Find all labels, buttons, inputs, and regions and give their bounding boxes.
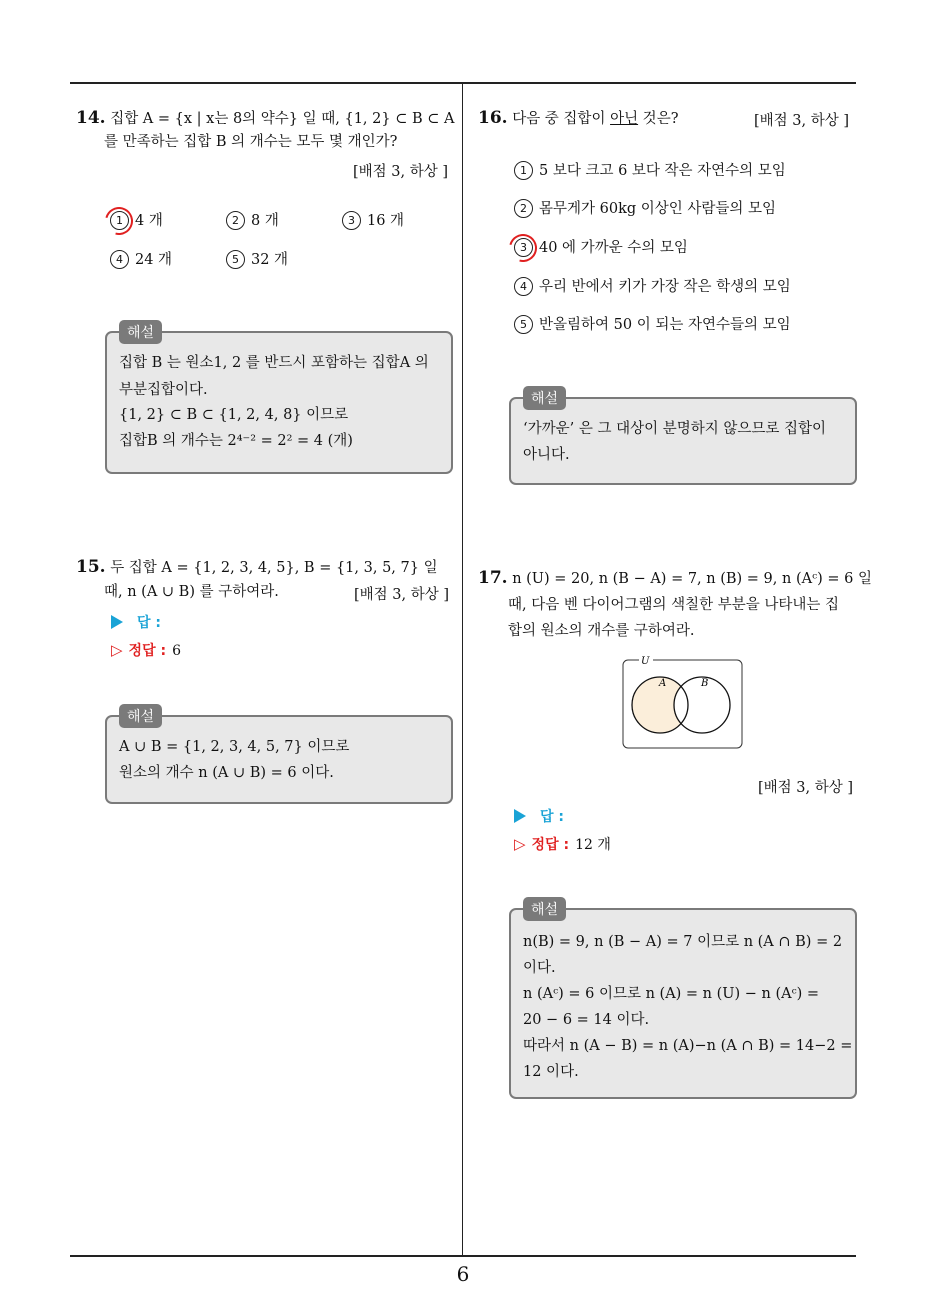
set-a-label: A — [659, 678, 667, 689]
solution-box — [105, 325, 453, 474]
emphasis-underline: 아닌 — [610, 111, 639, 127]
choice-mark: 5 — [226, 250, 245, 269]
solution-tag: 해설 — [119, 320, 162, 344]
question-number: 17. — [478, 568, 508, 588]
choice-3[interactable]: 3 40 에 가까운 수의 모임 — [514, 237, 688, 259]
solution-line: 아니다. — [523, 447, 570, 463]
solution-line: n(B) = 9, n (B − A) = 7 이므로 n (A ∩ B) = 2 — [523, 934, 843, 950]
top-rule — [70, 82, 856, 84]
question-text-line2: 때, n (A ∪ B) 를 구하여라. — [104, 584, 279, 600]
choice-2[interactable]: 2 8 개 — [226, 210, 279, 232]
score-label: [배점 3, 하상 ] — [354, 587, 450, 603]
correct-answer-value: 6 — [172, 643, 181, 659]
choice-5[interactable]: 5 32 개 — [226, 249, 288, 271]
solution-box — [105, 709, 453, 804]
venn-diagram — [622, 653, 744, 751]
solution-box — [509, 902, 857, 1099]
solution-line: 원소의 개수 n (A ∪ B) = 6 이다. — [119, 765, 334, 781]
answer-field[interactable]: 답 : — [514, 806, 564, 826]
question-text-line2: 때, 다음 벤 다이어그램의 색칠한 부분을 나타내는 집 — [508, 597, 840, 613]
solution-line: {1, 2} ⊂ B ⊂ {1, 2, 4, 8} 이므로 — [119, 407, 349, 423]
question-number: 16. — [478, 108, 508, 128]
column-divider — [462, 83, 463, 1256]
question-text-line2: 를 만족하는 집합 B 의 개수는 모두 몇 개인가? — [104, 134, 398, 150]
choice-mark: 5 — [514, 315, 533, 334]
solution-line: 집합 B 는 원소1, 2 를 반드시 포함하는 집합A 의 — [119, 355, 429, 371]
choice-mark: 1 — [514, 161, 533, 180]
choice-mark: 3 — [514, 238, 533, 257]
choice-mark: 1 — [110, 211, 129, 230]
solution-tag: 해설 — [119, 704, 162, 728]
choice-4[interactable]: 4 24 개 — [110, 249, 172, 271]
universe-label: U — [641, 656, 650, 667]
correct-answer: ▷ 정답 : 6 — [111, 641, 181, 659]
score-label: [배점 3, 하상 ] — [758, 780, 854, 796]
selected-answer-mark — [100, 202, 138, 240]
solution-line: A ∪ B = {1, 2, 3, 4, 5, 7} 이므로 — [119, 739, 350, 755]
set-b-label: B — [701, 678, 709, 689]
choice-mark: 4 — [110, 250, 129, 269]
choice-mark: 3 — [342, 211, 361, 230]
choice-3[interactable]: 3 16 개 — [342, 210, 404, 232]
solution-line: 이다. — [523, 960, 556, 976]
score-label: [배점 3, 하상 ] — [352, 164, 448, 180]
choice-mark: 2 — [514, 199, 533, 218]
answer-field[interactable]: 답 : — [111, 612, 161, 632]
question-text-line1: n (U) = 20, n (B − A) = 7, n (B) = 9, n (Aᶜ) = 6 일 — [512, 571, 872, 587]
solution-line: 따라서 n (A − B) = n (A)−n (A ∩ B) = 14−2 = — [523, 1038, 853, 1054]
choice-5[interactable]: 5 반올림하여 50 이 되는 자연수들의 모임 — [514, 314, 791, 336]
solution-tag: 해설 — [523, 897, 566, 921]
choice-mark: 2 — [226, 211, 245, 230]
selected-answer-mark — [504, 229, 542, 267]
correct-answer: ▷ 정답 : 12 개 — [514, 835, 611, 853]
question-number: 14. — [76, 108, 106, 128]
correct-answer-value: 12 개 — [575, 837, 611, 853]
bottom-rule — [70, 1255, 856, 1257]
choice-2[interactable]: 2 몸무게가 60kg 이상인 사람들의 모임 — [514, 198, 776, 220]
solution-line: 부분집합이다. — [119, 382, 208, 398]
solution-tag: 해설 — [523, 386, 566, 410]
solution-line: n (Aᶜ) = 6 이므로 n (A) = n (U) − n (Aᶜ) = — [523, 986, 820, 1002]
play-icon — [514, 809, 526, 823]
question-text-line1: 집합 A = {x | x는 8의 약수} 일 때, {1, 2} ⊂ B ⊂ A — [110, 111, 455, 127]
question-text-line1: 두 집합 A = {1, 2, 3, 4, 5}, B = {1, 3, 5, 7} 일 — [110, 560, 438, 576]
choice-4[interactable]: 4 우리 반에서 키가 가장 작은 학생의 모임 — [514, 276, 791, 298]
choice-1[interactable]: 1 4 개 — [110, 210, 163, 232]
solution-line: 20 − 6 = 14 이다. — [523, 1012, 650, 1028]
solution-box — [509, 391, 857, 485]
choice-1[interactable]: 1 5 보다 크고 6 보다 작은 자연수의 모임 — [514, 160, 786, 182]
triangle-outline-icon: ▷ — [111, 641, 123, 659]
triangle-outline-icon: ▷ — [514, 835, 526, 853]
score-label: [배점 3, 하상 ] — [754, 113, 850, 129]
choice-mark: 4 — [514, 277, 533, 296]
solution-line: 집합B 의 개수는 2⁴⁻² = 2² = 4 (개) — [119, 433, 353, 449]
question-number: 15. — [76, 557, 106, 577]
question-text-line3: 합의 원소의 개수를 구하여라. — [508, 623, 695, 639]
solution-line: ‘가까운’ 은 그 대상이 분명하지 않으므로 집합이 — [523, 421, 827, 437]
play-icon — [111, 615, 123, 629]
solution-line: 12 이다. — [523, 1064, 579, 1080]
page-number: 6 — [456, 1262, 470, 1286]
